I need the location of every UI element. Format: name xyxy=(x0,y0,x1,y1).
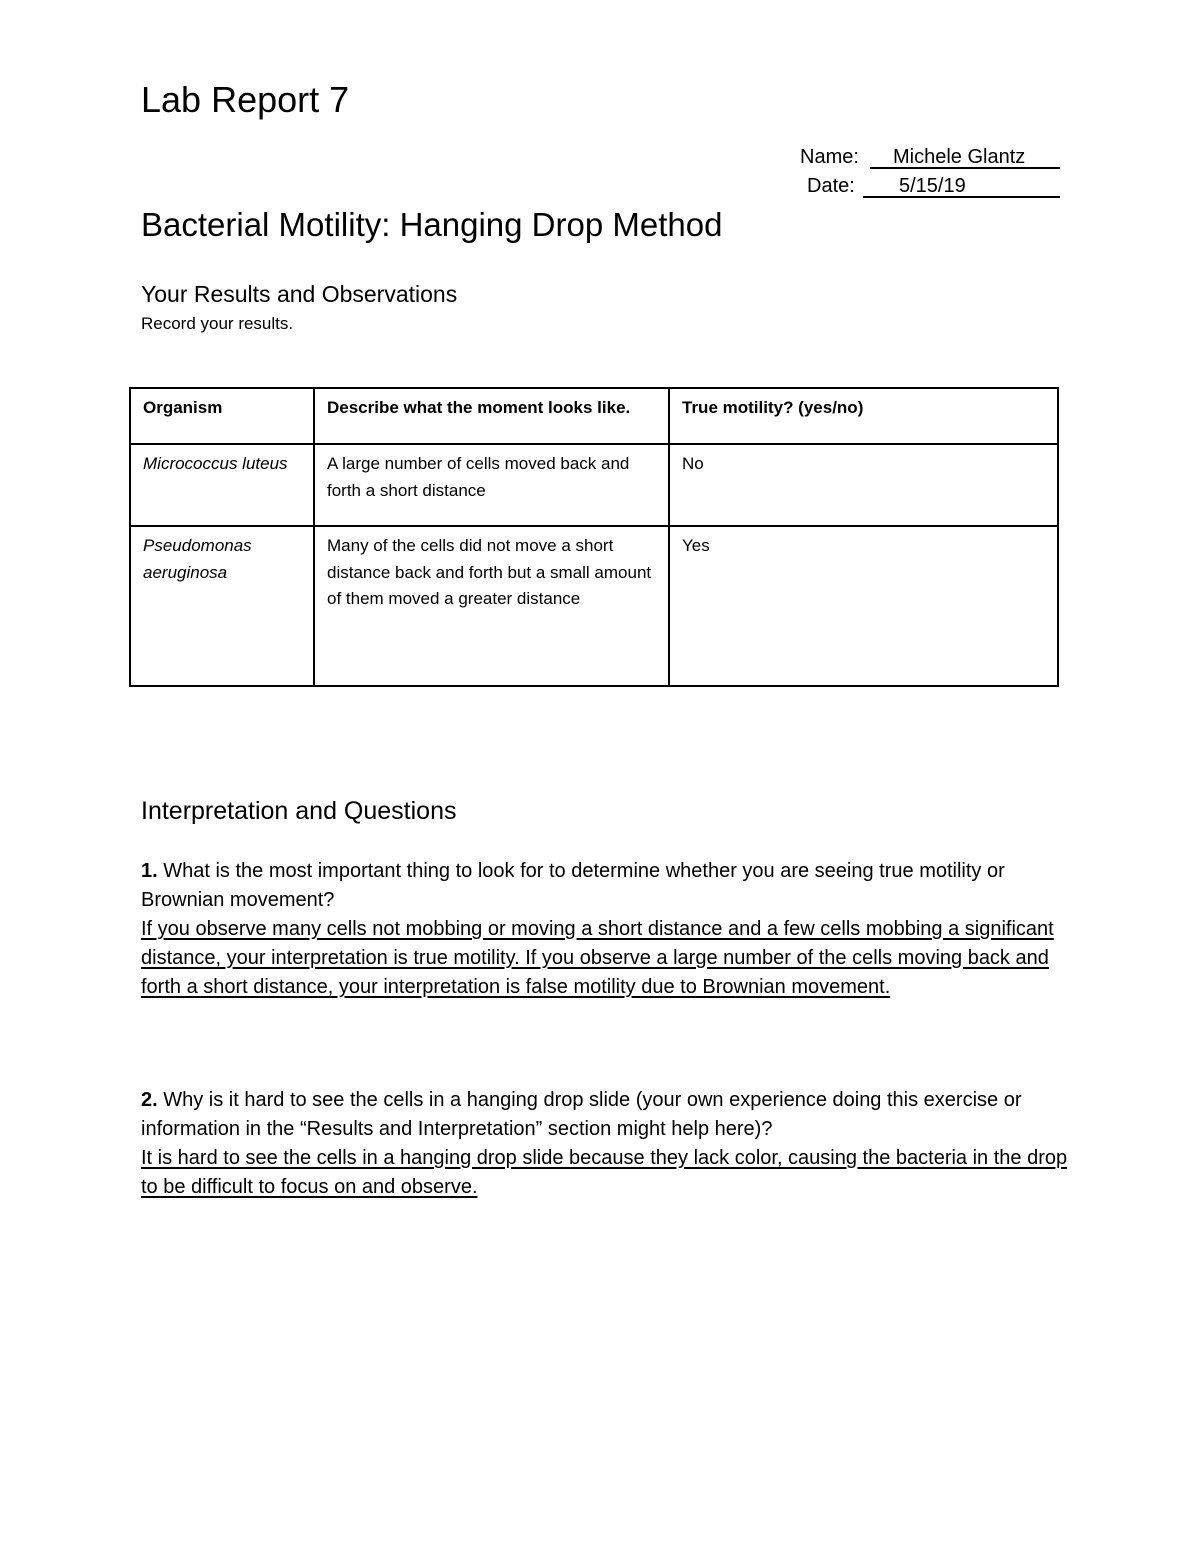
question-2-prompt xyxy=(141,1086,1071,1144)
question-1 xyxy=(141,857,1071,1002)
question-text: Why is it hard to see the cells in a hanging drop slide (your own experience doing this exercise or information in the “Results and Interpretation” section might help here)? xyxy=(141,1089,1022,1140)
date-label: Date: xyxy=(807,175,855,197)
interpretation-heading: Interpretation and Questions xyxy=(141,797,457,825)
true-motility-cell: Yes xyxy=(669,526,1058,686)
document-title: Lab Report 7 xyxy=(141,79,350,120)
lab-title: Bacterial Motility: Hanging Drop Method xyxy=(141,206,723,243)
results-instructions: Record your results. xyxy=(141,314,294,333)
header-true-motility: True motility? (yes/no) xyxy=(669,388,1058,444)
results-table xyxy=(129,387,1059,687)
name-value: Michele Glantz xyxy=(893,146,1026,168)
answer-2: It is hard to see the cells in a hanging drop slide because they lack color, causing the bacteria in the drop to be difficult to focus on and observe. xyxy=(141,1147,1068,1198)
organism-cell: Pseudomonas aeruginosa xyxy=(130,526,314,686)
date-value: 5/15/19 xyxy=(899,175,966,197)
question-number: 1. xyxy=(141,860,158,882)
table-row xyxy=(130,526,1058,686)
table-header-row xyxy=(130,388,1058,444)
question-text: What is the most important thing to look for to determine whether you are seeing true motility or Brownian movement? xyxy=(141,860,1005,911)
question-2 xyxy=(141,1086,1071,1202)
description-cell: A large number of cells moved back and forth a short distance xyxy=(314,444,669,526)
header-description: Describe what the moment looks like. xyxy=(314,388,669,444)
true-motility-cell: No xyxy=(669,444,1058,526)
question-number: 2. xyxy=(141,1089,158,1111)
header-organism: Organism xyxy=(130,388,314,444)
description-cell: Many of the cells did not move a short distance back and forth but a small amount of them moved a greater distance xyxy=(314,526,669,686)
results-heading: Your Results and Observations xyxy=(141,281,458,307)
answer-1: If you observe many cells not mobbing or moving a short distance and a few cells mobbing a significant distance, your interpretation is true motility. If you observe a large number of the cells moving back and forth a short distance, your interpretation is false motility due to Brownian movement. xyxy=(141,918,1054,998)
question-1-prompt xyxy=(141,857,1071,915)
organism-cell: Micrococcus luteus xyxy=(130,444,314,526)
name-label: Name: xyxy=(800,146,859,168)
table-row xyxy=(130,444,1058,526)
